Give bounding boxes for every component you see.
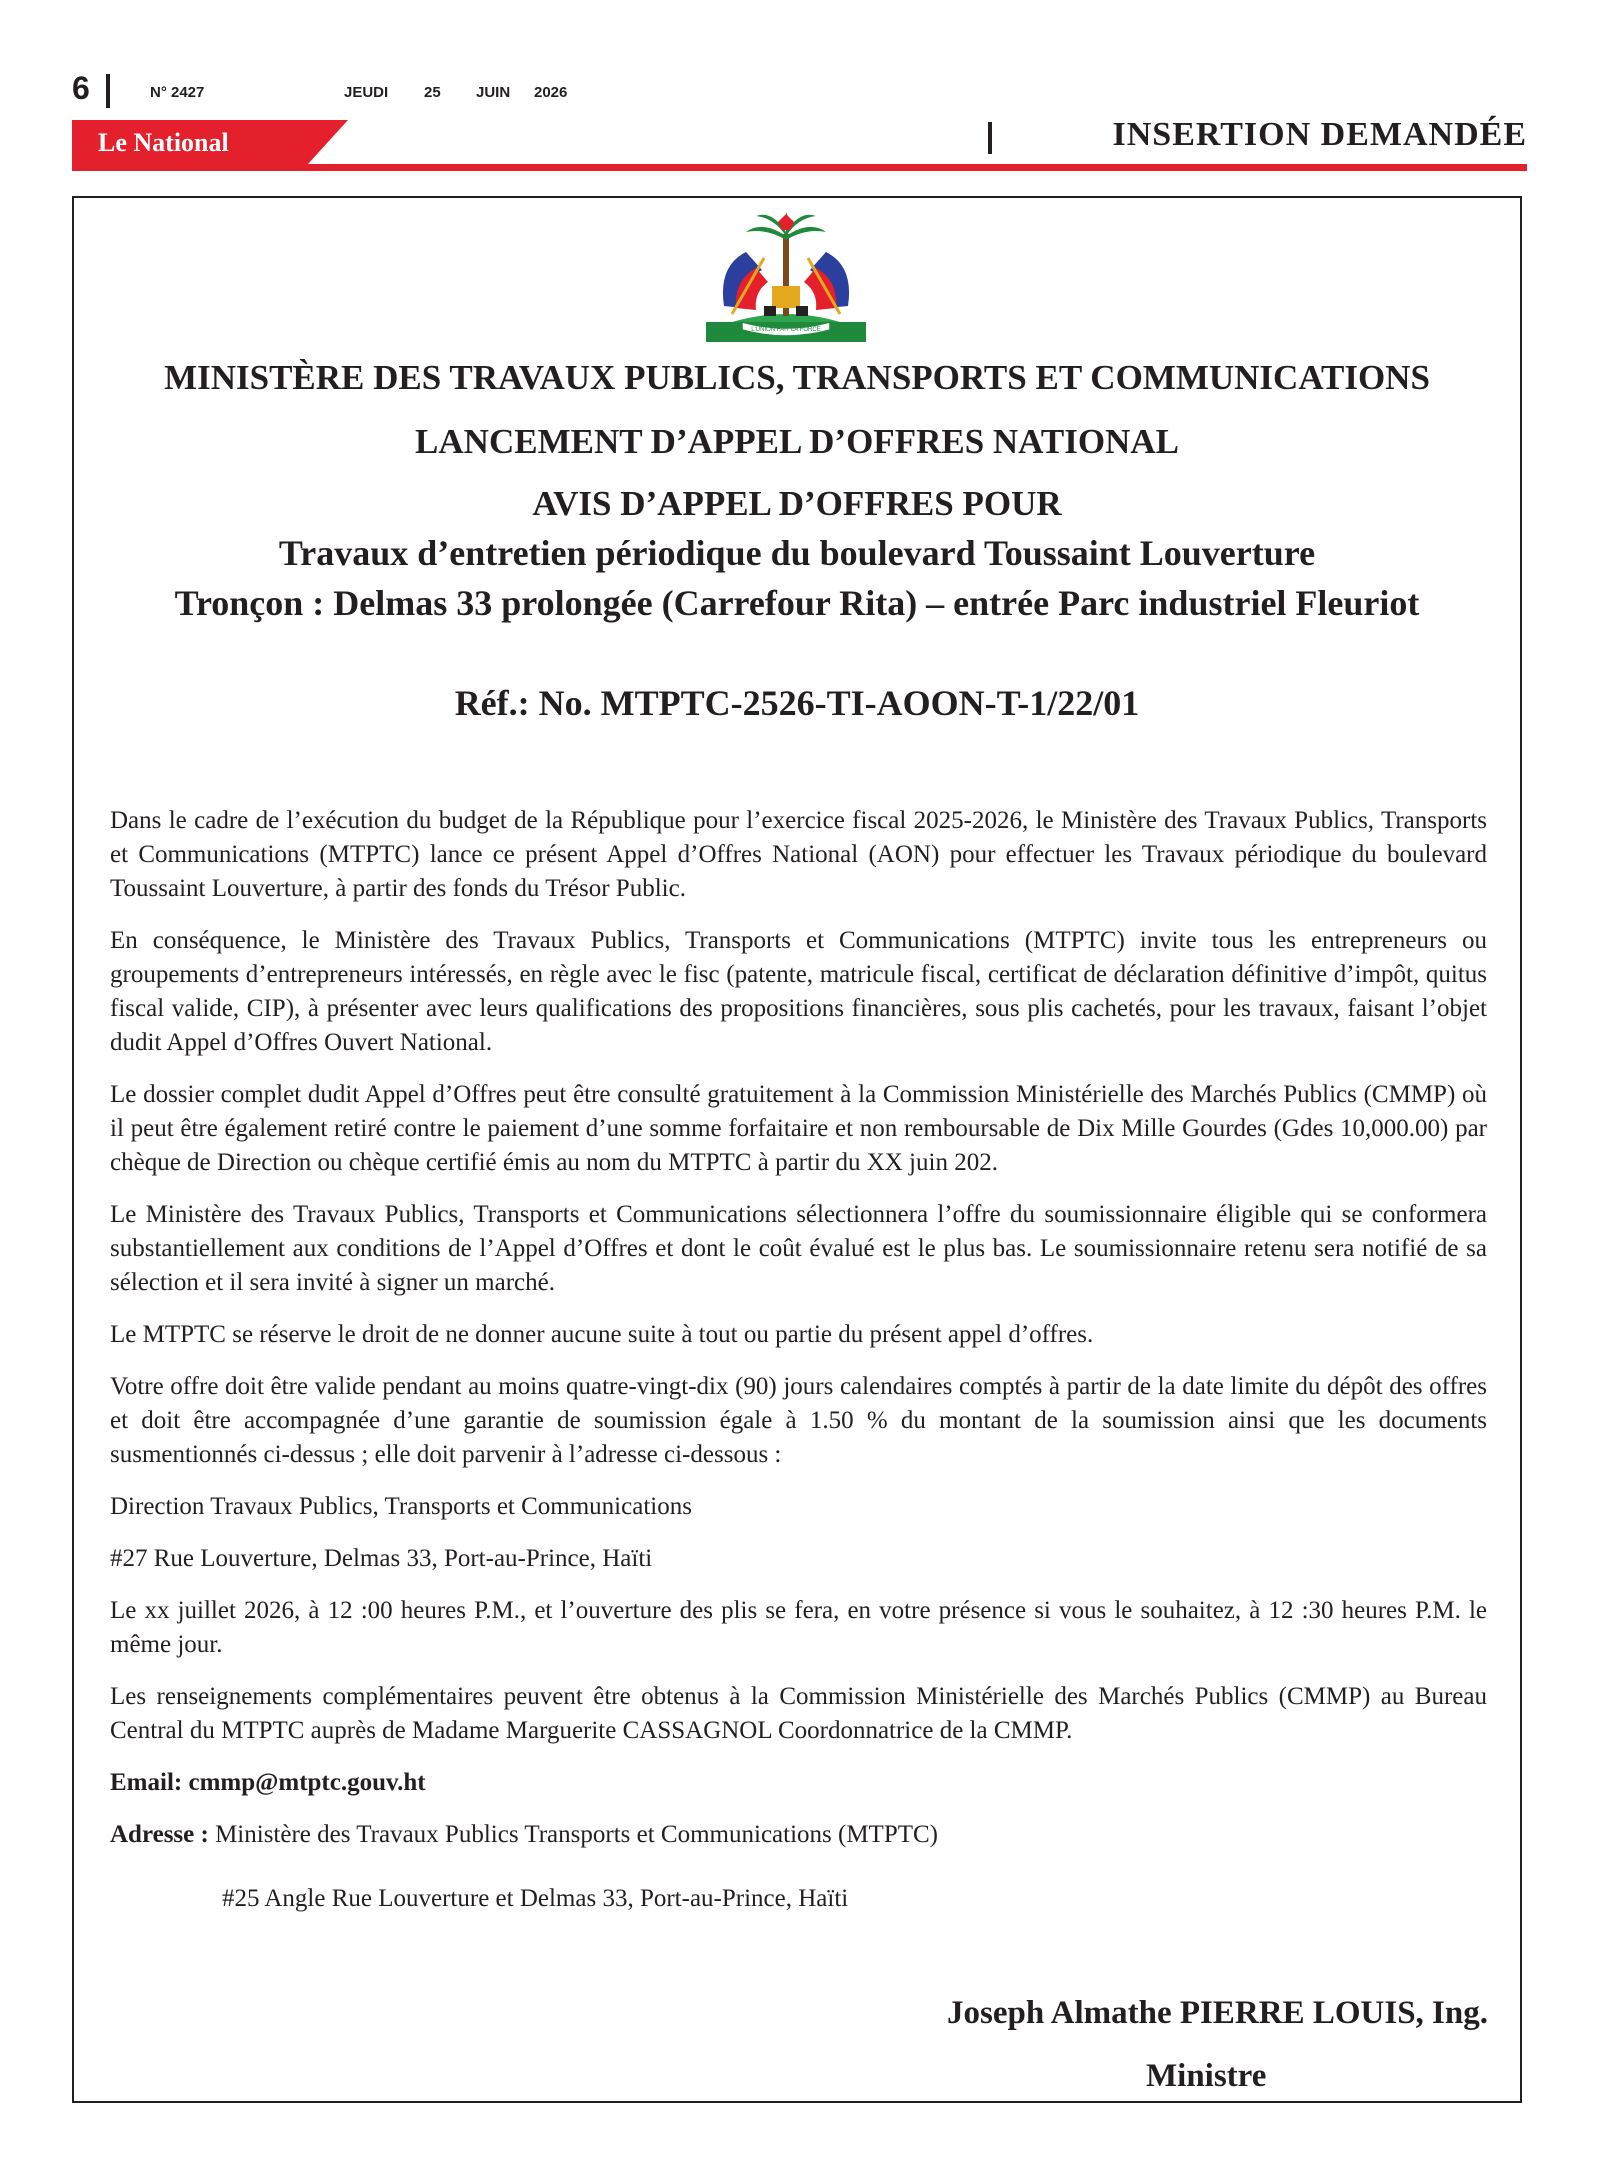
brand-name: Le National <box>98 128 229 157</box>
paragraph-deadline: Le xx juillet 2026, à 12 :00 heures P.M., et l’ouverture des plis se fera, en votre présence si vous le souhaitez, à 12 :30 heures P.M. le même jour. <box>110 1597 1487 1658</box>
address-label: Adresse : <box>110 1821 209 1848</box>
issue-year: 2026 <box>534 84 568 101</box>
page-number: 6 <box>72 70 90 106</box>
issue-month: JUIN <box>476 84 511 101</box>
paragraph-direction-address: #27 Rue Louverture, Delmas 33, Port-au-Prince, Haïti <box>110 1545 653 1572</box>
signatory-title: Ministre <box>1146 2058 1267 2094</box>
reference-heading: Réf.: No. MTPTC-2526-TI-AOON-T-1/22/01 <box>454 683 1140 723</box>
address-line-2: #25 Angle Rue Louverture et Delmas 33, Port-au-Prince, Haïti <box>222 1885 849 1912</box>
issue-number: N° 2427 <box>150 84 205 101</box>
brand-tab-slant <box>308 120 348 164</box>
ministry-heading: MINISTÈRE DES TRAVAUX PUBLICS, TRANSPORTS ET COMMUNICATIONS <box>164 358 1430 397</box>
paragraph-direction: Direction Travaux Publics, Transports et Communications <box>110 1493 692 1520</box>
issue-date-day: 25 <box>424 84 441 101</box>
email-line <box>110 1766 1487 1800</box>
paragraph-validity: Votre offre doit être valide pendant au moins quatre-vingt-dix (90) jours calendaires comptés à partir de la date limite du dépôt des offres et doit être accompagnée d’une garantie de soumission égale à 1.50 % du montant de la soumission ainsi que les documents susmentionnés ci-dessus ; elle doit parvenir à l’adresse ci-dessous : <box>110 1373 1487 1468</box>
subject-heading: Travaux d’entretien périodique du boulevard Toussaint Louverture <box>278 533 1316 573</box>
page-number-bar <box>106 74 110 108</box>
notice-heading: AVIS D’APPEL D’OFFRES POUR <box>532 484 1062 523</box>
launch-heading: LANCEMENT D’APPEL D’OFFRES NATIONAL <box>415 422 1179 461</box>
section-heading: Tronçon : Delmas 33 prolongée (Carrefour Rita) – entrée Parc industriel Fleuriot <box>174 583 1420 623</box>
address-line <box>110 1818 1487 1852</box>
email-label: Email: <box>110 1769 183 1796</box>
svg-text:L'UNION FAIT LA FORCE: L'UNION FAIT LA FORCE <box>751 327 821 333</box>
section-separator <box>988 122 992 154</box>
issue-day: JEUDI <box>344 84 389 101</box>
email-address[interactable]: cmmp@mtptc.gouv.ht <box>188 1769 426 1796</box>
paragraph-invitation: En conséquence, le Ministère des Travaux Publics, Transports et Communications (MTPTC) invite tous les entrepreneurs ou groupements d’entrepreneurs intéressés, en règle avec le fisc (patente, matricule fiscal, certificat de déclaration définitive d’impôt, quitus fiscal valide, CIP), à présenter avec leurs qualifications des propositions financières, sous plis cachetés, pour les travaux, faisant l’objet dudit Appel d’Offres Ouvert National. <box>110 927 1487 1056</box>
signatory-name: Joseph Almathe PIERRE LOUIS, Ing. <box>947 1995 1488 2031</box>
notice-body <box>110 804 1487 1934</box>
section-title: INSERTION DEMANDÉE <box>1112 116 1527 153</box>
paragraph-info: Les renseignements complémentaires peuvent être obtenus à la Commission Ministérielle des Marchés Publics (CMMP) au Bureau Central du MTPTC auprès de Madame Marguerite CASSAGNOL Coordonnatrice de la CMMP. <box>110 1683 1487 1744</box>
paragraph-reservation: Le MTPTC se réserve le droit de ne donner aucune suite à tout ou partie du présent appel d’offres. <box>110 1321 1094 1348</box>
haiti-coat-of-arms-icon <box>702 210 870 346</box>
paragraph-selection: Le Ministère des Travaux Publics, Transports et Communications sélectionnera l’offre du soumissionnaire éligible qui se conformera substantiellement aux conditions de l’Appel d’Offres et dont le coût évalué est le plus bas. Le soumissionnaire retenu sera notifié de sa sélection et il sera invité à signer un marché. <box>110 1201 1487 1296</box>
masthead <box>72 70 1527 175</box>
paragraph-context: Dans le cadre de l’exécution du budget de la République pour l’exercice fiscal 2025-2026, le Ministère des Travaux Publics, Transports et Communications (MTPTC) lance ce présent Appel d’Offres National (AON) pour effectuer les Travaux périodique du boulevard Toussaint Louverture, à partir des fonds du Trésor Public. <box>110 807 1487 902</box>
paragraph-dossier: Le dossier complet dudit Appel d’Offres peut être consulté gratuitement à la Commission Ministérielle des Marchés Publics (CMMP) où il peut être également retiré contre le paiement d’une somme forfaitaire et non remboursable de Dix Mille Gourdes (Gdes 10,000.00) par chèque de Direction ou chèque certifié émis au nom du MTPTC à partir du XX juin 202. <box>110 1081 1487 1176</box>
header-rule <box>72 164 1527 171</box>
address-line-1: Ministère des Travaux Publics Transports et Communications (MTPTC) <box>215 1821 939 1848</box>
